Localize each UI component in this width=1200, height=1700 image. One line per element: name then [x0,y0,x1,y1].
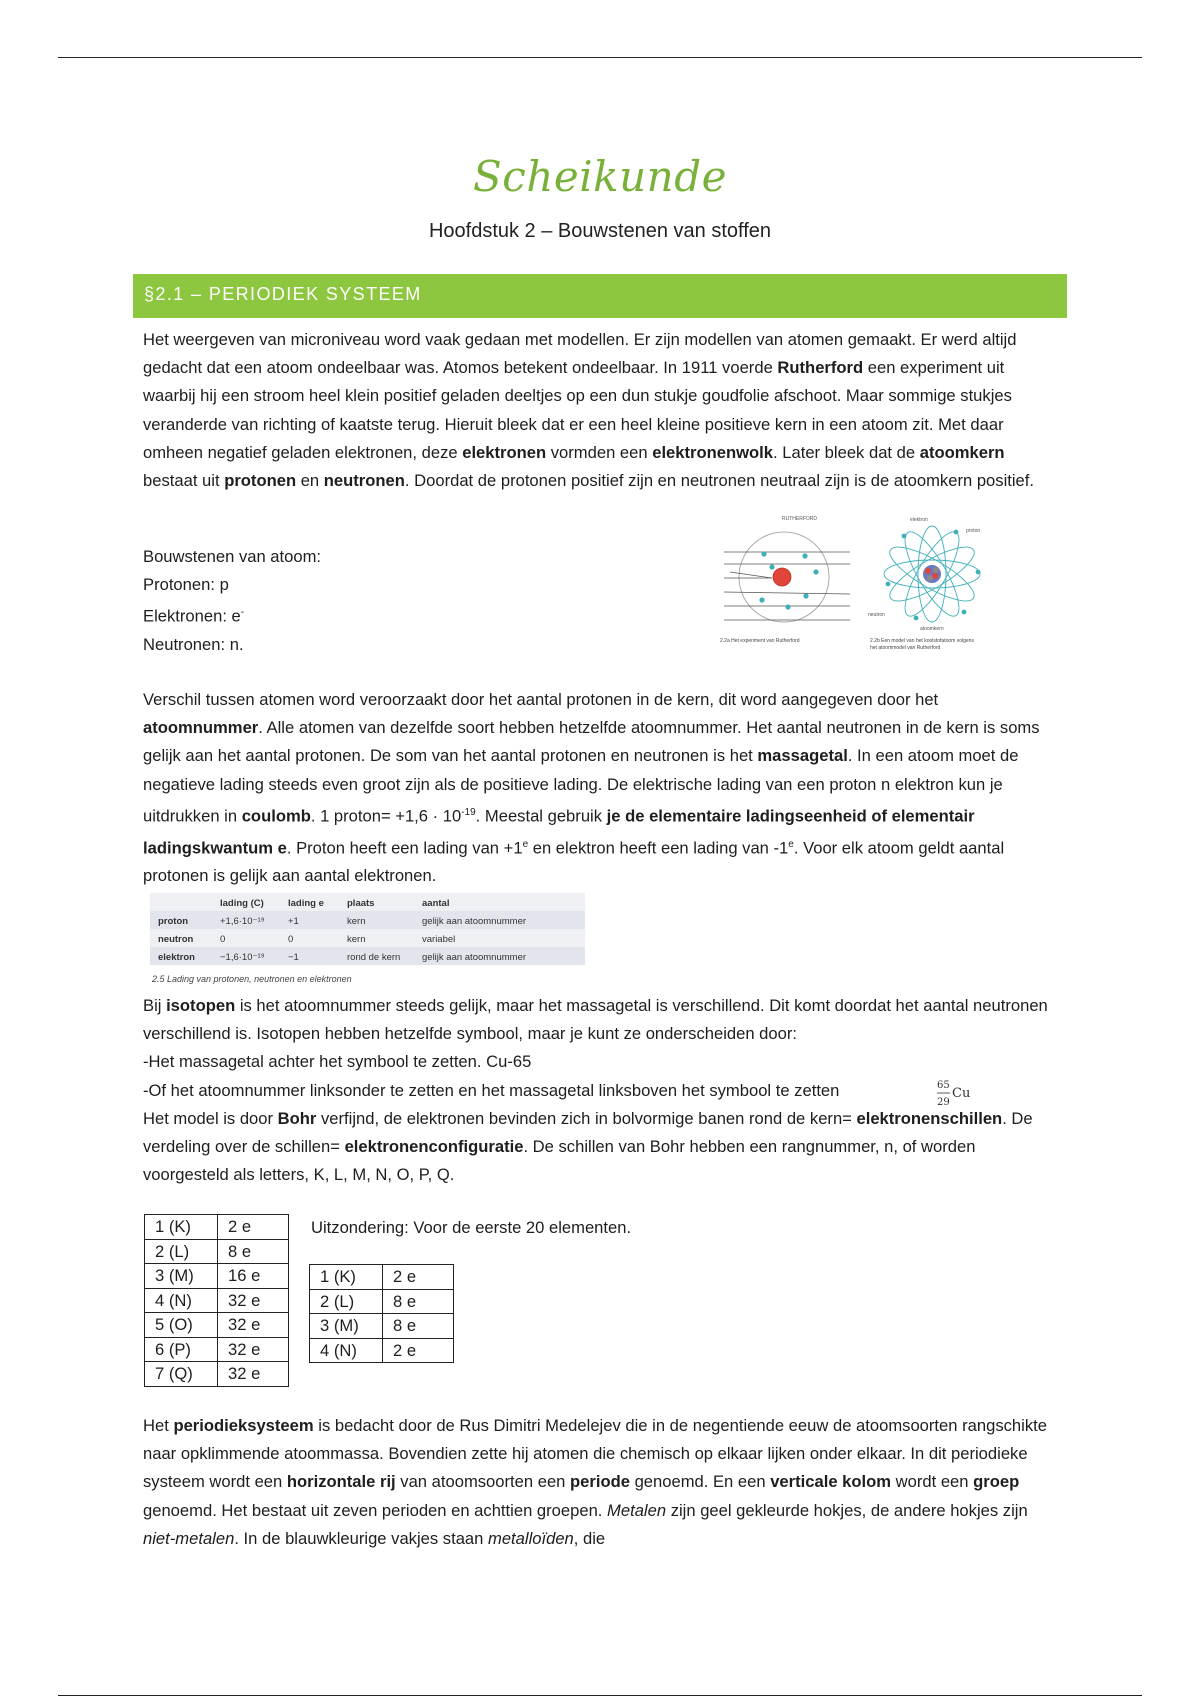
text: Het model is door [143,1108,278,1128]
carbon-nucleus [923,565,941,583]
table-row [310,1265,454,1290]
text: Bij [143,996,167,1015]
table-cell: gelijk aan atoomnummer [422,952,527,963]
shell-cell: 3 (M) [310,1314,383,1339]
text: is het atoomnummer steeds gelijk, maar het massagetal is verschillend. Dit komt doordat het aantal neutronen verschillend is. Isotopen hebben hetzelfde symbool, maar je kunt ze onderscheiden door: [143,996,1048,1044]
list-item-protonen: Protonen: p [143,575,229,595]
capacity-cell: 8 e [218,1239,289,1264]
figure-label: neutron [868,612,885,618]
superscript: -19 [461,806,476,818]
text: zijn geel gekleurde hokjes, de andere hokjes zijn [666,1500,1028,1520]
table-cell: proton [158,916,189,927]
shell-cell: 4 (N) [145,1288,218,1313]
bouwstenen-list [143,543,321,659]
bold-term: isotopen [166,996,236,1015]
table-row [145,1313,289,1338]
italic-term: metalloïden [488,1528,574,1548]
text: . Alle atomen van dezelfde soort hebben hetzelfde atoomnummer. Het aantal neutronen in de kern is soms gelijk aan het aantal protonen. De som van het aantal protonen en neutronen is het [143,718,1040,766]
table-header: lading (C) [220,898,264,909]
nucleus [773,568,791,586]
shell-cell: 1 (K) [145,1215,218,1240]
capacity-cell: 8 e [383,1289,454,1314]
bold-term: Bohr [277,1108,317,1128]
carbon-atom-diagram [868,517,981,651]
text: genoemd. En een [629,1472,771,1492]
shell-cell: 1 (K) [310,1265,383,1290]
shell-cell: 3 (M) [145,1264,218,1289]
figure-label: RUTHERFORD [782,516,817,522]
exception-label: Uitzondering: Voor de eerste 20 elementen. [311,1218,632,1237]
table-row [145,1362,289,1387]
superscript: e [522,838,529,850]
paragraph-periodiek-systeem [143,1412,1061,1553]
isotope-notation [935,1075,975,1115]
table-row [145,1264,289,1289]
capacity-cell: 16 e [218,1264,289,1289]
bold-term: atoomkern [919,442,1005,462]
text: is bedacht door de Rus Dimitri Medelejev die in de negentiende eeuw de atoomsoorten rangschikte naar opklimmende atoommassa. Bovendien zette hij atomen die chemisch op elkaar lijken onder elkaar. In dit periodieke systeem wordt een [143,1416,1047,1492]
figure-label: atoomkern [920,626,944,632]
superscript: - [240,607,245,619]
table-cell: elektron [158,952,195,963]
bold-term: protonen [224,471,297,491]
table-row [145,1215,289,1240]
exception-shells-table [309,1264,454,1363]
shell-cell: 4 (N) [310,1338,383,1363]
table-cell: variabel [422,934,456,945]
text: vormden een [546,442,653,462]
bold-term: elektronenschillen [856,1108,1003,1128]
shell-cell: 2 (L) [310,1289,383,1314]
text: . Doordat de protonen positief zijn en neutronen neutraal zijn is de atoomkern positief. [404,471,1035,491]
text: . 1 proton= +1,6 · 10 [310,806,462,826]
text: , die [573,1528,606,1548]
italic-term: Metalen [607,1500,667,1520]
charge-table-figure [150,893,585,989]
mass-number: 65 [937,1080,950,1091]
table-cell: kern [347,916,366,927]
table-header: aantal [422,898,450,909]
table-cell: 0 [288,934,294,945]
text: -Het massagetal achter het symbool te zetten. Cu-65 [143,1052,532,1072]
bold-term: periode [570,1472,630,1492]
text: . Meestal gebruik [475,806,607,826]
bold-term: periodieksysteem [173,1416,314,1435]
figure-label: proton [966,528,981,534]
bold-term: verticale kolom [770,1472,892,1492]
table-cell: gelijk aan atoomnummer [422,916,527,927]
atomic-number: 29 [937,1097,950,1108]
table-cell: −1 [288,952,299,963]
bold-term: horizontale rij [286,1472,396,1492]
table-header: plaats [347,898,375,909]
list-item-elektronen [143,599,321,631]
table-caption: 2.5 Lading van protonen, neutronen en elektronen [152,974,352,984]
text: Het [143,1416,174,1435]
paragraph-atoomnummer [143,686,1061,890]
text: Elektronen: e [143,606,241,626]
table-cell: rond de kern [347,952,401,963]
text: . Later bleek dat de [773,442,920,462]
text: bestaat uit [143,471,225,491]
figure-caption-right: het atoommodel van Rutherford [870,645,941,651]
superscript: e [788,838,794,850]
bold-term: Rutherford [777,358,864,378]
capacity-cell: 2 e [383,1265,454,1290]
text: Het weergeven van microniveau word vaak gedaan met modellen. Er zijn modellen van atomen gemaakt. Er werd altijd gedacht dat een atoom ondeelbaar was. Atomos betekent ondeelbaar. In 1911 voerde [143,330,1017,378]
section-heading: §2.1 – PERIODIEK SYSTEEM [144,284,422,304]
figure-label: elektron [910,517,928,523]
top-rule [58,57,1142,58]
capacity-cell: 32 e [218,1288,289,1313]
text: . Voor elk atoom geldt aantal protonen is gelijk aan aantal elektronen. [143,838,1005,886]
bold-term: je de elementaire ladingseenheid of elementair ladingskwantum e [143,806,975,858]
shell-cell: 2 (L) [145,1239,218,1264]
document-title: Scheikunde [473,152,727,201]
table-cell: kern [347,934,366,945]
bold-term: neutronen [323,471,405,491]
table-cell: +1 [288,916,299,927]
shell-cell: 5 (O) [145,1313,218,1338]
rutherford-experiment-diagram [720,516,850,644]
capacity-cell: 8 e [383,1314,454,1339]
text: genoemd. Het bestaat uit zeven perioden en achttien groepen. [143,1500,608,1520]
shells-table [144,1214,289,1387]
text: Verschil tussen atomen word veroorzaakt door het aantal protonen in de kern, dit word aangegeven door het [143,690,939,709]
bottom-rule [58,1695,1142,1696]
table-cell: −1,6·10⁻¹⁹ [220,952,265,963]
list-item-neutronen: Neutronen: n. [143,635,244,655]
bouwstenen-heading: Bouwstenen van atoom: [143,547,322,566]
bold-term: elektronen [462,442,547,462]
capacity-cell: 32 e [218,1337,289,1362]
text: van atoomsoorten een [395,1472,571,1492]
capacity-cell: 2 e [218,1215,289,1240]
section-heading-banner [133,274,1067,318]
shell-cell: 6 (P) [145,1337,218,1362]
bold-term: atoomnummer [143,718,259,738]
text: . In een atoom moet de negatieve lading steeds even groot zijn als de positieve lading. De elektrische lading van een proton n elektron kun je uitdrukken in [143,746,1019,826]
text: . De schillen van Bohr hebben een rangnummer, n, of worden voorgesteld als letters, K, L, M, N, O, P, Q. [143,1137,976,1185]
table-cell: neutron [158,934,194,945]
figure-caption-right: 2.2b Een model van het koolstofatoom volgens [870,638,974,644]
paragraph-rutherford [143,326,1061,495]
text: en elektron heeft een lading van -1 [528,838,789,858]
text: en [296,471,324,491]
text: . In de blauwkleurige vakjes staan [234,1528,488,1548]
element-symbol: Cu [952,1086,971,1101]
text: wordt een [891,1472,974,1492]
figure-caption-left: 2.2a Het experiment van Rutherford [720,638,800,644]
paragraph-isotopen [143,992,1061,1189]
table-cell: 0 [220,934,226,945]
bold-term: groep [973,1472,1020,1492]
capacity-cell: 32 e [218,1362,289,1387]
bold-term: elektronenconfiguratie [344,1137,524,1157]
text: . De verdeling over de schillen= [143,1108,1033,1157]
table-row [145,1239,289,1264]
bold-term: coulomb [241,806,311,826]
bold-term: massagetal [757,746,848,766]
capacity-cell: 2 e [383,1338,454,1363]
table-cell: +1,6·10⁻¹⁹ [220,916,265,927]
shell-cell: 7 (Q) [145,1362,218,1387]
text: -Of het atoomnummer linksonder te zetten en het massagetal linksboven het symbool te zetten [143,1080,840,1100]
table-row [310,1289,454,1314]
italic-term: niet-metalen [143,1528,235,1548]
table-header: lading e [288,898,324,909]
document-subtitle: Hoofdstuk 2 – Bouwstenen van stoffen [428,220,772,242]
text: verfijnd, de elektronen bevinden zich in bolvormige banen rond de kern= [316,1108,857,1128]
atom-model-figure [720,512,1010,660]
table-row [310,1314,454,1339]
bold-term: elektronenwolk [652,442,774,462]
text: een experiment uit waarbij hij een stroom heel klein positief geladen deeltjes op een dun stukje goudfolie afschoot. Maar sommige stukjes veranderde van richting of kaatste terug. Hieruit bleek dat er een heel kleine positieve kern in een atoom zit. Met daar omheen negatief geladen elektronen, deze [143,358,1012,462]
table-row [145,1288,289,1313]
table-row [310,1338,454,1363]
capacity-cell: 32 e [218,1313,289,1338]
text: . Proton heeft een lading van +1 [286,838,523,858]
table-row [145,1337,289,1362]
